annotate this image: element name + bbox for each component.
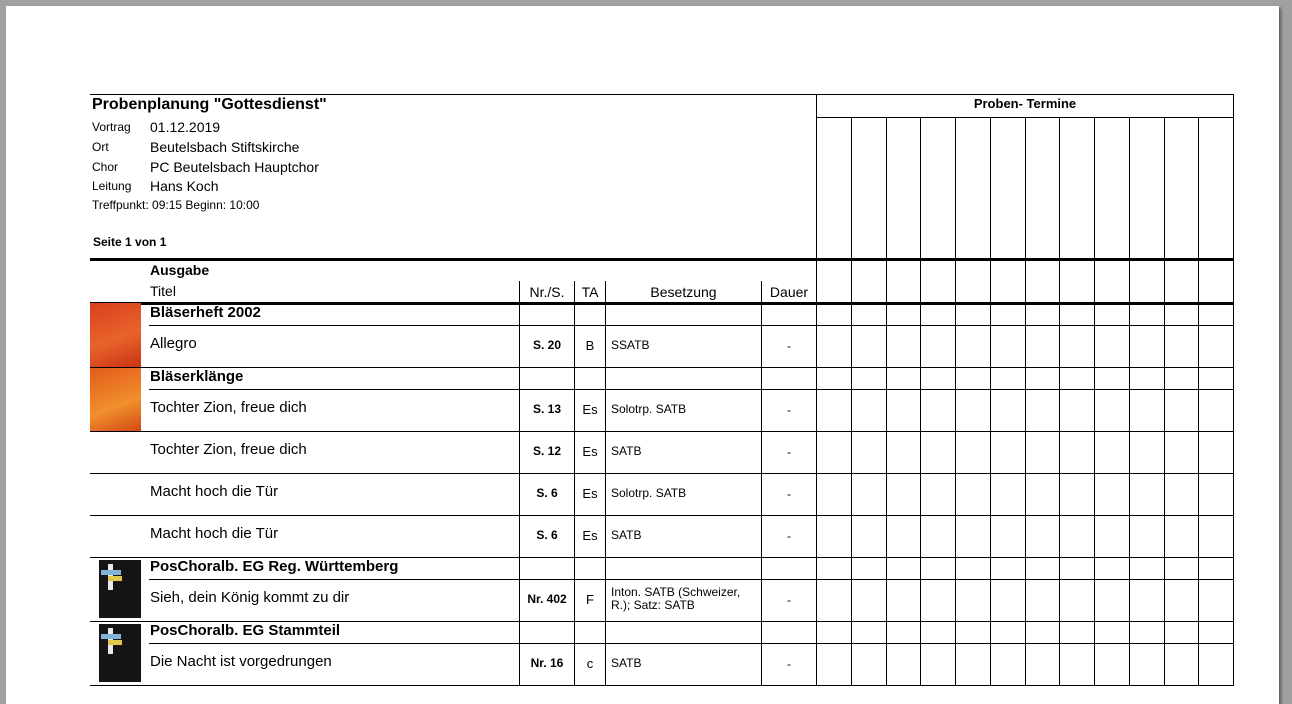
row-separator (90, 367, 1234, 368)
meta-label-vortrag: Vortrag (92, 120, 131, 134)
piece-number: Nr. 16 (530, 656, 564, 670)
piece-title: Macht hoch die Tür (150, 525, 279, 542)
cover-image (99, 560, 141, 618)
piece-scoring: SATB (611, 527, 642, 542)
proben-grid-line (1164, 117, 1165, 685)
column-header-ta: TA (581, 284, 599, 300)
column-separator (605, 281, 606, 685)
piece-duration: - (787, 593, 791, 607)
piece-duration: - (787, 657, 791, 671)
column-header-nr: Nr./S. (529, 284, 565, 300)
piece-key: Es (582, 444, 598, 459)
group-title: Bläserheft 2002 (150, 304, 261, 321)
meta-value-leitung: Hans Koch (150, 178, 219, 194)
piece-duration: - (787, 529, 791, 543)
piece-number: S. 12 (532, 444, 562, 458)
proben-grid-line (1198, 117, 1199, 685)
group-title: PosChoralb. EG Reg. Württemberg (150, 558, 399, 575)
piece-number: S. 6 (536, 528, 558, 542)
cover-image (99, 624, 141, 682)
piece-number: Nr. 402 (527, 592, 567, 606)
piece-scoring: SATB (611, 443, 642, 458)
group-title: Bläserklänge (150, 368, 244, 385)
column-header-ausgabe: Ausgabe (150, 262, 210, 278)
cover-image (90, 367, 141, 431)
piece-title: Tochter Zion, freue dich (150, 399, 307, 416)
proben-grid-line (1094, 117, 1095, 685)
column-header-titel: Titel (150, 283, 176, 299)
meta-label-ort: Ort (92, 140, 109, 154)
piece-scoring: Solotrp. SATB (611, 485, 687, 500)
proben-grid-line (851, 117, 852, 685)
piece-title: Macht hoch die Tür (150, 483, 279, 500)
group-row-line (149, 325, 1234, 326)
proben-grid-line (955, 117, 956, 685)
table-right-border (1233, 94, 1234, 685)
piece-duration: - (787, 403, 791, 417)
piece-duration: - (787, 445, 791, 459)
piece-key: F (586, 592, 594, 607)
piece-duration: - (787, 339, 791, 353)
row-separator (90, 473, 1234, 474)
proben-grid-line (920, 117, 921, 685)
piece-key: Es (582, 528, 598, 543)
proben-termine-header: Proben- Termine (973, 96, 1077, 111)
piece-scoring: SATB (611, 655, 642, 670)
cross-accent-icon (108, 640, 122, 645)
proben-grid-line (1025, 117, 1026, 685)
document-title: Probenplanung "Gottesdienst" (92, 96, 327, 113)
table-top-border (90, 94, 1234, 95)
column-separator (574, 281, 575, 685)
piece-title: Sieh, dein König kommt zu dir (150, 589, 350, 606)
piece-number: S. 20 (532, 338, 562, 352)
row-separator (90, 557, 1234, 558)
piece-key: Es (582, 402, 598, 417)
piece-number: S. 6 (536, 486, 558, 500)
page-info: Seite 1 von 1 (93, 235, 167, 249)
column-separator (519, 281, 520, 685)
proben-grid-line (990, 117, 991, 685)
column-separator (761, 281, 762, 685)
meta-value-ort: Beutelsbach Stiftskirche (150, 139, 300, 155)
cross-bar-icon (101, 570, 121, 575)
piece-title: Allegro (150, 335, 197, 352)
piece-scoring: SSATB (611, 337, 650, 352)
row-separator (90, 431, 1234, 432)
row-separator (90, 515, 1234, 516)
piece-duration: - (787, 487, 791, 501)
group-title: PosChoralb. EG Stammteil (150, 622, 341, 639)
row-separator (90, 621, 1234, 622)
row-separator (90, 685, 1234, 686)
column-header-separator (90, 302, 1234, 305)
proben-grid-line (886, 117, 887, 685)
meta-value-chor: PC Beutelsbach Hauptchor (150, 159, 319, 175)
cover-image (90, 303, 141, 367)
piece-title: Tochter Zion, freue dich (150, 441, 307, 458)
meta-label-chor: Chor (92, 160, 119, 174)
meta-label-leitung: Leitung (92, 179, 132, 193)
proben-grid-line (1059, 117, 1060, 685)
group-row-line (149, 643, 1234, 644)
piece-number: S. 13 (532, 402, 562, 416)
column-header-besetzung: Besetzung (650, 284, 717, 300)
meta-value-vortrag: 01.12.2019 (150, 119, 221, 135)
piece-scoring: Inton. SATB (Schweizer, R.); Satz: SATB (611, 585, 741, 612)
column-header-dauer: Dauer (769, 284, 809, 300)
cross-bar-icon (101, 634, 121, 639)
treffpunkt-info: Treffpunkt: 09:15 Beginn: 10:00 (92, 198, 260, 212)
group-row-line (149, 579, 1234, 580)
proben-grid-line (1129, 117, 1130, 685)
piece-scoring: Solotrp. SATB (611, 401, 687, 416)
piece-key: Es (582, 486, 598, 501)
piece-key: B (585, 338, 595, 353)
header-separator (90, 258, 1234, 261)
piece-key: c (586, 656, 594, 671)
group-row-line (149, 389, 1234, 390)
column-separator (816, 94, 817, 685)
cross-accent-icon (108, 576, 122, 581)
piece-title: Die Nacht ist vorgedrungen (150, 653, 332, 670)
